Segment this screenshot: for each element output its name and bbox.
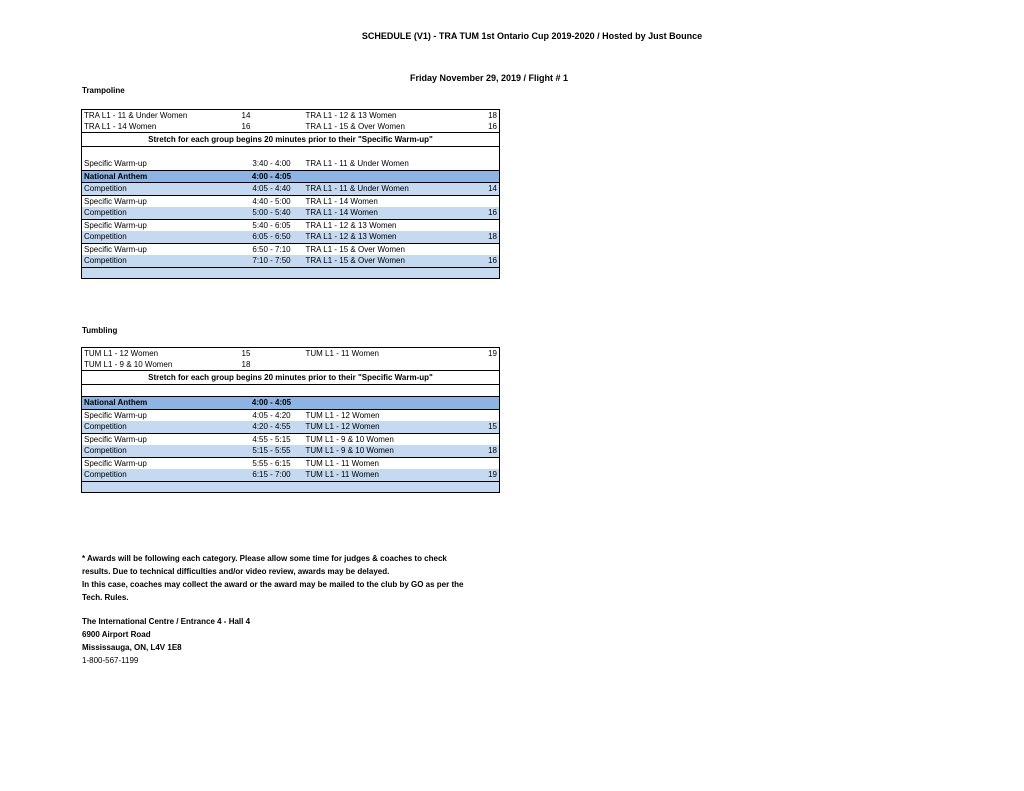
- category-cell: TUM L1 - 12 Women: [84, 349, 159, 358]
- group-cell: TRA L1 - 15 & Over Women: [304, 255, 474, 267]
- time-cell: 6:50 - 7:10: [252, 244, 291, 254]
- table-row: [82, 170, 500, 183]
- stretch-note-row: [82, 371, 500, 385]
- count-cell: [474, 195, 500, 207]
- count-cell: 15: [241, 349, 251, 358]
- table-row: [82, 421, 500, 433]
- activity-cell: Competition: [82, 445, 240, 457]
- phone-number: 1-800-567-1199: [82, 656, 139, 665]
- note-line: In this case, coaches may collect the award or the award may be mailed to the club by GO as per the: [82, 580, 464, 589]
- note-line: * Awards will be following each category. Please allow some time for judges & coaches to check: [82, 554, 447, 563]
- activity-cell: Specific Warm-up: [84, 434, 147, 444]
- count-cell: [474, 433, 500, 445]
- category-cell: TUM L1 - 11 Women: [305, 349, 380, 358]
- activity-cell: National Anthem: [82, 170, 240, 183]
- venue-address: [82, 615, 250, 667]
- count-cell: 16: [474, 255, 500, 267]
- flight-heading: Friday November 29, 2019 / Flight # 1: [410, 73, 569, 83]
- count-cell: 19: [474, 469, 500, 481]
- activity-cell: Competition: [82, 231, 240, 243]
- trampoline-schedule-table: [81, 109, 500, 279]
- group-cell: TRA L1 - 14 Women: [304, 207, 474, 219]
- table-row: [82, 158, 500, 170]
- venue-name: The International Centre / Entrance 4 - Hall 4: [82, 617, 251, 626]
- spacer-row: [82, 385, 500, 397]
- table-row: [82, 409, 500, 421]
- time-cell: 6:05 - 6:50: [240, 231, 304, 243]
- table-row: [82, 255, 500, 267]
- activity-cell: National Anthem: [82, 397, 240, 410]
- count-cell: [474, 158, 500, 170]
- table-row: [82, 231, 500, 243]
- count-cell: [474, 409, 500, 421]
- activity-cell: Specific Warm-up: [84, 244, 147, 254]
- count-cell: 15: [474, 421, 500, 433]
- city-postal: Mississauga, ON, L4V 1E8: [82, 643, 182, 652]
- note-line: results. Due to technical difficulties and/or video review, awards may be delayed.: [82, 567, 390, 576]
- awards-note: [82, 552, 482, 604]
- table-row: [82, 433, 500, 445]
- table-footer-row: [82, 481, 500, 492]
- time-cell: 4:00 - 4:05: [240, 397, 304, 410]
- activity-cell: Competition: [82, 255, 240, 267]
- category-cell: TRA L1 - 11 & Under Women: [84, 111, 188, 120]
- table-row: [82, 397, 500, 410]
- table-row: [82, 469, 500, 481]
- group-cell: TRA L1 - 12 & 13 Women: [304, 231, 474, 243]
- spacer-row: [82, 147, 500, 159]
- table-row: [82, 457, 500, 469]
- count-cell: [474, 170, 500, 183]
- group-cell: TRA L1 - 11 & Under Women: [304, 183, 474, 196]
- count-cell: [474, 397, 500, 410]
- time-cell: 4:40 - 5:00: [252, 196, 291, 206]
- stretch-note: Stretch for each group begins 20 minutes prior to their "Specific Warm-up": [82, 133, 500, 147]
- time-cell: 6:15 - 7:00: [240, 469, 304, 481]
- activity-cell: Specific Warm-up: [84, 220, 147, 230]
- group-cell: TUM L1 - 12 Women: [304, 421, 474, 433]
- group-cell: TRA L1 - 14 Women: [305, 196, 378, 206]
- table-row: [82, 195, 500, 207]
- trampoline-section-label: Trampoline: [82, 86, 125, 95]
- time-cell: 3:40 - 4:00: [252, 159, 291, 169]
- count-cell: 16: [488, 122, 497, 131]
- group-cell: TUM L1 - 9 & 10 Women: [304, 445, 474, 457]
- table-row: [82, 219, 500, 231]
- stretch-note: Stretch for each group begins 20 minutes prior to their "Specific Warm-up": [82, 371, 500, 385]
- tumbling-section-label: Tumbling: [82, 326, 118, 335]
- group-cell: TRA L1 - 11 & Under Women: [305, 159, 409, 169]
- table-row: [82, 121, 500, 133]
- count-cell: 18: [488, 111, 497, 120]
- count-cell: 19: [488, 349, 497, 358]
- time-cell: 7:10 - 7:50: [240, 255, 304, 267]
- group-cell: TUM L1 - 12 Women: [305, 410, 380, 420]
- note-line: Tech. Rules.: [82, 593, 129, 602]
- count-cell: 16: [241, 122, 251, 131]
- activity-cell: Specific Warm-up: [84, 458, 147, 468]
- time-cell: 5:55 - 6:15: [252, 458, 291, 468]
- category-cell: [304, 359, 474, 371]
- group-cell: TUM L1 - 11 Women: [305, 458, 380, 468]
- table-row: [82, 243, 500, 255]
- table-row: [82, 207, 500, 219]
- table-row: [82, 183, 500, 196]
- table-row: [82, 445, 500, 457]
- activity-cell: Competition: [82, 421, 240, 433]
- count-cell: 18: [241, 360, 251, 369]
- category-cell: TRA L1 - 15 & Over Women: [305, 122, 405, 131]
- activity-cell: Specific Warm-up: [84, 159, 147, 169]
- category-cell: TRA L1 - 12 & 13 Women: [305, 111, 397, 120]
- activity-cell: Competition: [82, 469, 240, 481]
- stretch-note-row: [82, 133, 500, 147]
- tumbling-schedule-table: [81, 347, 500, 493]
- time-cell: 4:00 - 4:05: [240, 170, 304, 183]
- count-cell: [474, 243, 500, 255]
- activity-cell: Competition: [82, 183, 240, 196]
- activity-cell: Specific Warm-up: [84, 410, 147, 420]
- count-cell: 14: [474, 183, 500, 196]
- group-cell: TRA L1 - 12 & 13 Women: [305, 220, 397, 230]
- table-row: [82, 348, 500, 360]
- table-footer-row: [82, 267, 500, 278]
- count-cell: 16: [474, 207, 500, 219]
- time-cell: 4:20 - 4:55: [240, 421, 304, 433]
- activity-cell: Specific Warm-up: [84, 196, 147, 206]
- time-cell: 4:05 - 4:40: [240, 183, 304, 196]
- group-cell: TUM L1 - 9 & 10 Women: [305, 434, 394, 444]
- count-cell: 18: [474, 231, 500, 243]
- table-row: [82, 110, 500, 122]
- count-cell: 18: [474, 445, 500, 457]
- group-cell: [304, 170, 474, 183]
- group-cell: TRA L1 - 15 & Over Women: [305, 244, 405, 254]
- count-cell: 14: [241, 111, 251, 120]
- street-address: 6900 Airport Road: [82, 630, 151, 639]
- time-cell: 4:55 - 5:15: [252, 434, 291, 444]
- count-cell: [474, 219, 500, 231]
- group-cell: [304, 397, 474, 410]
- activity-cell: Competition: [82, 207, 240, 219]
- time-cell: 5:15 - 5:55: [240, 445, 304, 457]
- time-cell: 4:05 - 4:20: [252, 410, 291, 420]
- category-cell: TUM L1 - 9 & 10 Women: [84, 360, 173, 369]
- time-cell: 5:40 - 6:05: [252, 220, 291, 230]
- count-cell: [474, 457, 500, 469]
- time-cell: 5:00 - 5:40: [240, 207, 304, 219]
- table-row: [82, 359, 500, 371]
- category-cell: TRA L1 - 14 Women: [84, 122, 157, 131]
- group-cell: TUM L1 - 11 Women: [304, 469, 474, 481]
- page-title: SCHEDULE (V1) - TRA TUM 1st Ontario Cup 2019-2020 / Hosted by Just Bounce: [361, 31, 703, 41]
- count-cell: [474, 359, 500, 371]
